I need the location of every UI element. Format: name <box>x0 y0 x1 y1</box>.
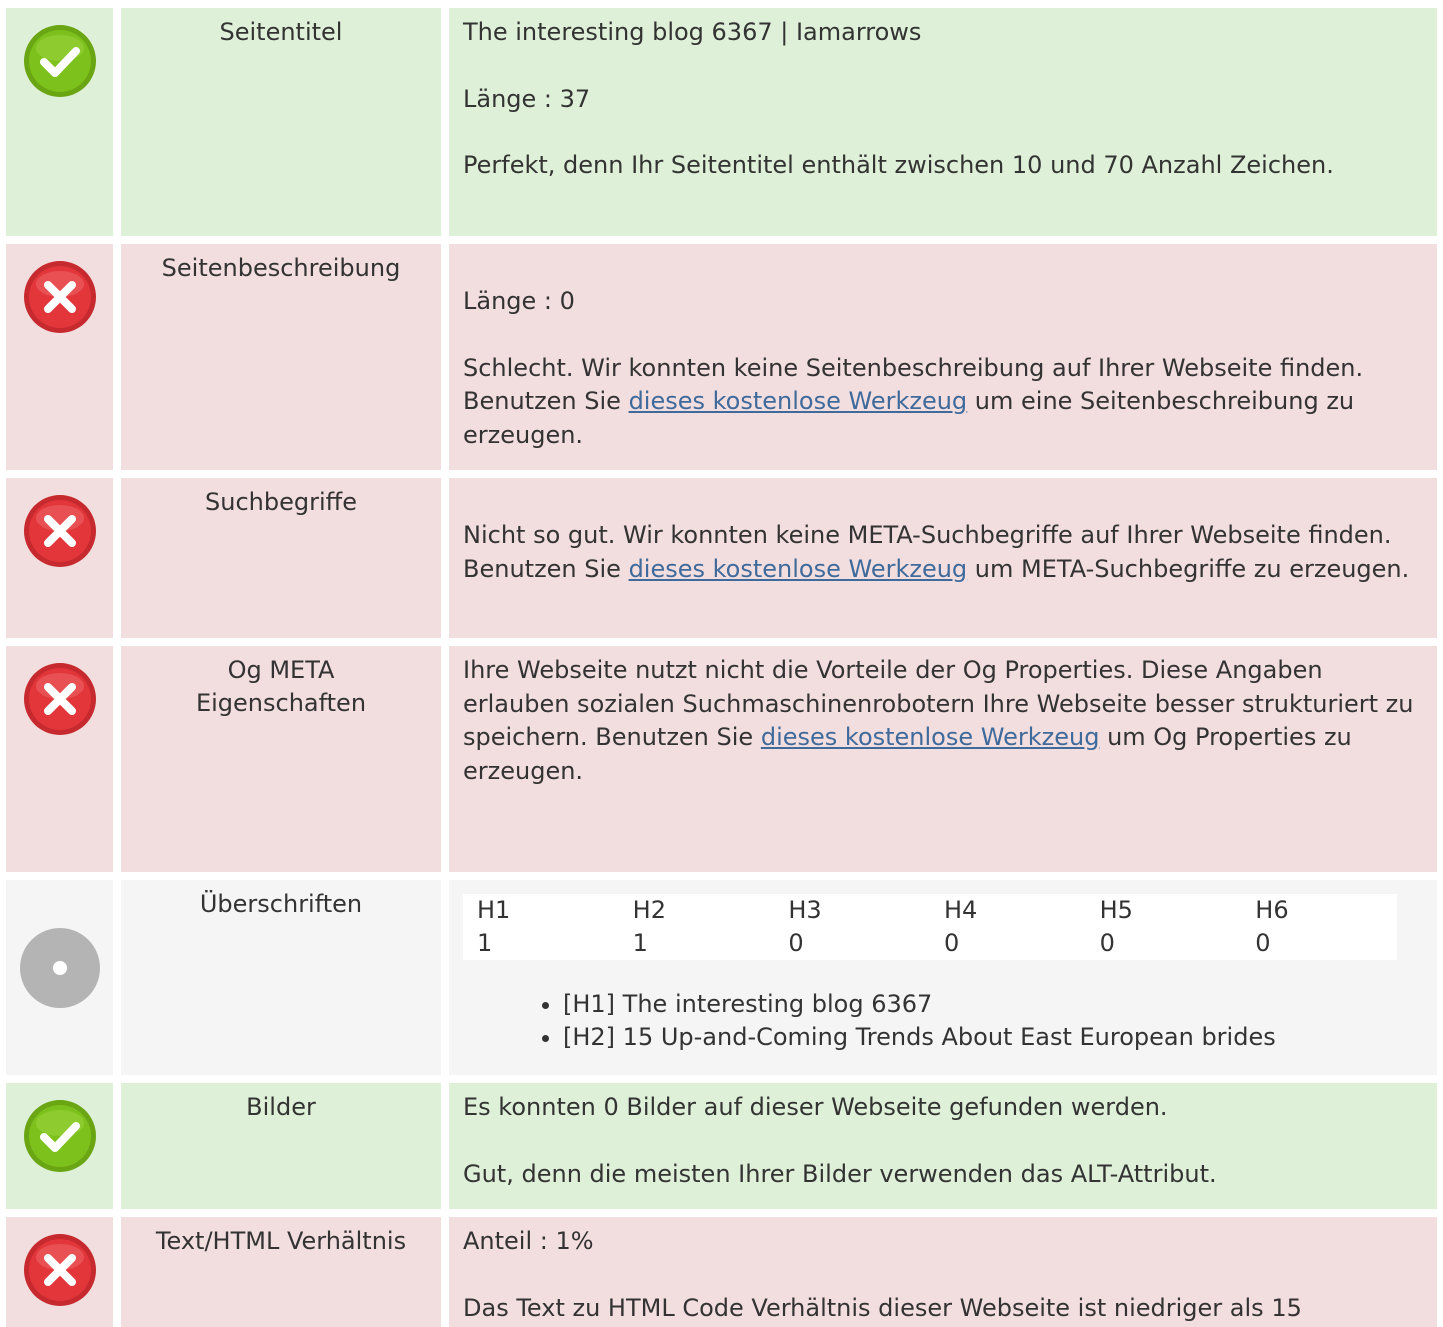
table-row <box>463 927 1397 960</box>
row-content-cell <box>449 8 1437 236</box>
title-length: Länge : 37 <box>463 84 591 113</box>
x-circle-icon <box>23 494 97 568</box>
row-label-cell <box>121 646 441 872</box>
verdict-text: um Og Properties zu erzeugen. <box>463 723 1352 785</box>
free-tool-link[interactable]: dieses kostenlose Werkzeug <box>760 723 1100 751</box>
page-title-value: The interesting blog 6367 | Iamarrows <box>463 18 922 46</box>
seo-row-description <box>0 244 1443 470</box>
row-content-cell <box>449 244 1437 470</box>
images-verdict: Gut, denn die meisten Ihrer Bilder verwenden das ALT-Attribut. <box>463 1159 1217 1188</box>
free-tool-link[interactable]: dieses kostenlose Werkzeug <box>628 387 968 415</box>
row-content-cell <box>449 1217 1437 1327</box>
status-cell <box>6 478 113 638</box>
table-cell: 0 <box>1099 929 1115 957</box>
check-circle-icon <box>23 1099 97 1173</box>
row-content-cell <box>449 880 1437 1075</box>
table-cell: 1 <box>477 929 493 957</box>
heading-list <box>463 988 1423 1054</box>
table-header-cell: H4 <box>943 896 978 924</box>
images-found: Es konnten 0 Bilder auf dieser Webseite gefunden werden. <box>463 1093 1168 1121</box>
row-content-cell <box>449 478 1437 638</box>
info-circle-icon <box>20 928 100 1008</box>
x-circle-icon <box>23 1233 97 1307</box>
seo-row-title <box>0 8 1443 236</box>
table-header-cell: H3 <box>788 896 822 924</box>
status-cell <box>6 1083 113 1209</box>
status-cell <box>6 880 113 1075</box>
og-meta-verdict <box>463 654 1423 788</box>
ratio-value: Anteil : 1% <box>463 1227 594 1255</box>
seo-row-headings <box>0 880 1443 1075</box>
list-item: • [H1] The interesting blog 6367 <box>563 988 1423 1021</box>
description-length: Länge : 0 <box>463 287 575 315</box>
status-cell <box>6 646 113 872</box>
verdict-text: Ihre Webseite nutzt nicht die Vorteile der Og Properties. Diese Angaben erlauben sozialen Suchmaschinenrobotern Ihre Webseite besser strukturiert zu speichern. Benutzen Sie <box>463 656 1414 751</box>
headings-count-table <box>463 894 1397 960</box>
row-label-cell <box>121 1217 441 1327</box>
row-label: Suchbegriffe <box>205 488 357 516</box>
verdict-text: Schlecht. Wir konnten keine Seitenbeschreibung auf Ihrer Webseite finden. Benutzen Sie <box>463 353 1364 415</box>
row-label-cell <box>121 8 441 236</box>
check-circle-icon <box>23 24 97 98</box>
x-circle-icon <box>23 260 97 334</box>
seo-row-images <box>0 1083 1443 1209</box>
table-header-row <box>463 894 1397 927</box>
table-header-cell: H2 <box>632 896 666 924</box>
table-cell: 0 <box>1255 929 1271 957</box>
verdict-text: um META-Suchbegriffe zu erzeugen. <box>967 554 1410 583</box>
table-cell: 1 <box>632 929 648 957</box>
row-label: Og META Eigenschaften <box>195 656 367 717</box>
table-header-cell: H6 <box>1255 896 1289 924</box>
title-verdict: Perfekt, denn Ihr Seitentitel enthält zwischen 10 und 70 Anzahl Zeichen. <box>463 151 1334 179</box>
x-circle-icon <box>23 662 97 736</box>
keywords-verdict <box>463 519 1423 586</box>
table-cell: 0 <box>788 929 804 957</box>
row-label-cell <box>121 478 441 638</box>
status-cell <box>6 1217 113 1327</box>
row-label: Seitentitel <box>219 18 343 46</box>
free-tool-link[interactable]: dieses kostenlose Werkzeug <box>628 554 968 583</box>
row-label: Text/HTML Verhältnis <box>155 1227 407 1255</box>
row-label-cell <box>121 244 441 470</box>
table-cell: 0 <box>943 929 960 957</box>
table-header-cell: H5 <box>1099 896 1133 924</box>
table-header-cell: H1 <box>477 896 511 924</box>
list-item: • [H2] 15 Up-and-Coming Trends About East European brides <box>563 1021 1423 1054</box>
verdict-text: Nicht so gut. Wir konnten keine META-Suchbegriffe auf Ihrer Webseite finden. Benutzen Sie <box>463 521 1392 583</box>
ratio-verdict: Das Text zu HTML Code Verhältnis dieser Webseite ist niedriger als 15 <box>463 1293 1302 1322</box>
row-label-cell <box>121 880 441 1075</box>
row-label: Seitenbeschreibung <box>161 254 401 282</box>
seo-row-text-html-ratio <box>0 1217 1443 1327</box>
seo-row-og-meta <box>0 646 1443 872</box>
row-label-cell <box>121 1083 441 1209</box>
status-cell <box>6 8 113 236</box>
row-label: Überschriften <box>199 890 363 918</box>
row-content-cell <box>449 1083 1437 1209</box>
seo-row-keywords <box>0 478 1443 638</box>
verdict-text: um eine Seitenbeschreibung zu erzeugen. <box>463 387 1355 449</box>
description-verdict <box>463 352 1423 453</box>
row-label: Bilder <box>246 1093 316 1121</box>
row-content-cell <box>449 646 1437 872</box>
status-cell <box>6 244 113 470</box>
